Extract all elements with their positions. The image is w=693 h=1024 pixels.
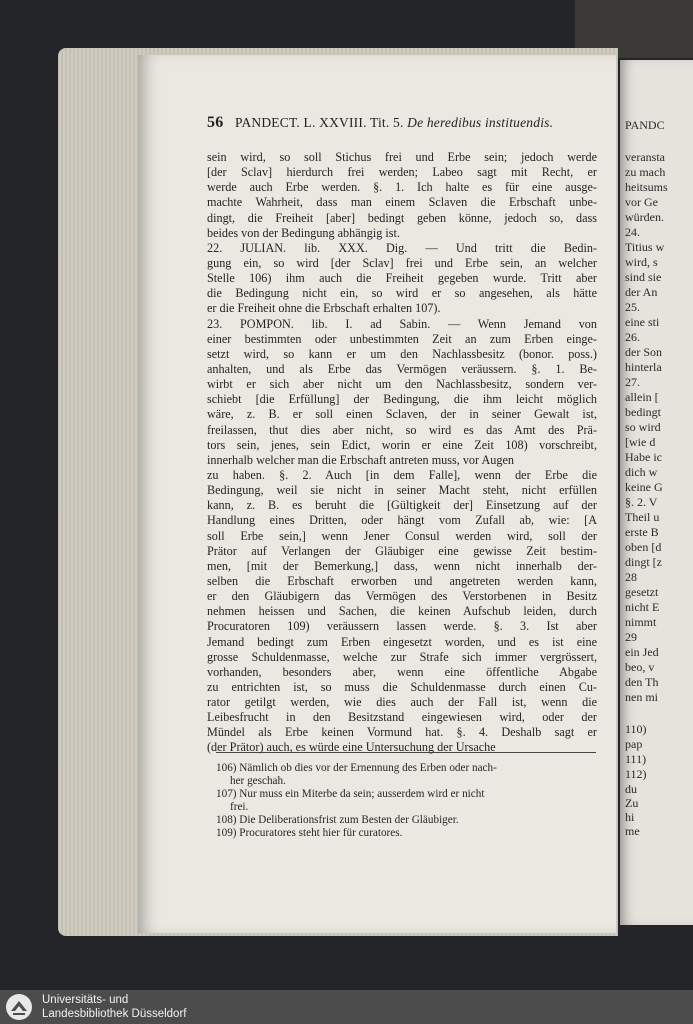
text-line: machte Wahrheit, dass man einem Sclaven die Erbschaft unbe- xyxy=(207,195,597,210)
right-page-fragment: der Son xyxy=(625,345,662,359)
right-page-fragment: Theil u xyxy=(625,510,660,524)
right-page xyxy=(620,60,693,925)
footnote-line: 106) Nämlich ob dies vor der Ernennung des Erben oder nach- xyxy=(216,762,497,774)
right-page-fragment: 112) xyxy=(625,767,647,781)
library-name-line2: Landesbibliothek Düsseldorf xyxy=(42,1008,187,1020)
running-title: PANDECT. L. XXVIII. Tit. 5. xyxy=(234,115,404,130)
right-page-fragment: PANDC xyxy=(625,118,665,132)
text-line: 22. JULIAN. lib. XXX. Dig. — Und tritt die Bedin- xyxy=(207,240,597,255)
footnote-line: 107) Nur muss ein Miterbe da sein; ausserdem wird er nicht xyxy=(216,788,485,800)
right-page-fragment: würden. xyxy=(625,210,664,224)
footnote-line: frei. xyxy=(230,801,249,813)
text-line: beides von der Bedingung abhängig ist. xyxy=(207,225,400,240)
right-page-fragment: oben [d xyxy=(625,540,662,554)
right-page-fragment: me xyxy=(625,824,640,838)
right-page-fragment: nen mi xyxy=(625,690,658,704)
text-line: gung ein, so wird [der Sclav] frei und Erbe sein, an welcher xyxy=(207,255,597,270)
right-page-fragment: 28 xyxy=(625,570,637,584)
right-page-fragment: sind sie xyxy=(625,270,662,284)
footnote-line: her geschah. xyxy=(230,775,286,787)
text-line: die Bedingung nicht ein, so wird er so angesehen, als hätte xyxy=(207,286,597,301)
text-line: werde auch Erbe werden. §. 1. Ich halte es für eine ausge- xyxy=(207,180,597,195)
right-page-fragment: 24. xyxy=(625,225,640,239)
library-name[interactable] xyxy=(42,993,186,1021)
body-text xyxy=(207,150,597,756)
text-line: setzt wird, so kann er um den Nachlassbesitz (bonor. poss.) xyxy=(207,346,597,361)
text-line: Handlung eines Dritten, oder hängt vom Zufall ab, wie: [A xyxy=(207,513,597,528)
right-page-fragment: Zu xyxy=(625,796,639,810)
right-page-fragment: den Th xyxy=(625,675,659,689)
text-line: Leibesfrucht in den Besitzstand eingewiesen wird, oder der xyxy=(207,710,597,725)
right-page-fragment: pap xyxy=(625,737,643,751)
text-line: tors sein, jenes, sein Edict, worin er eine Zeit 108) vorschreibt, xyxy=(207,437,597,452)
text-line: rator getilgt werden, wie dies auch der Fall ist, wenn die xyxy=(207,695,597,710)
text-line: dingt, die Freiheit [aber] bedingt geben könne, jedoch so, dass xyxy=(207,210,597,225)
right-page-fragment: der An xyxy=(625,285,658,299)
right-page-fragment: keine G xyxy=(625,480,663,494)
right-page-fragment: 25. xyxy=(625,300,640,314)
footnote-line: 109) Procuratores steht hier für curatores. xyxy=(216,827,403,839)
right-page-fragment: gesetzt xyxy=(625,585,659,599)
text-line: einer bestimmten oder unbestimmten Zeit an zum Erben einge- xyxy=(207,331,597,346)
right-page-fragment: Habe ic xyxy=(625,450,662,464)
text-line: men, [mit der Bemerkung,] dass, wenn nicht innerhalb der- xyxy=(207,558,597,573)
footnote-rule xyxy=(216,752,596,753)
text-line: (der Prätor) auch, es würde eine Untersuchung der Ursache xyxy=(207,740,496,755)
right-page-fragment: 29 xyxy=(625,630,637,644)
page-number: 56 xyxy=(207,114,224,131)
text-line: zu haben. §. 2. Auch [in dem Falle], wenn der Erbe die xyxy=(207,467,597,482)
right-page-fragment: allein [ xyxy=(625,390,659,404)
text-line: vorhanden, besonders aber, wenn eine öffentliche Abgabe xyxy=(207,664,597,679)
running-title-italic: De heredibus instituendis. xyxy=(407,115,554,130)
text-line: er den Gläubigern das Vermögen des Verstorbenen in Besitz xyxy=(207,589,597,604)
right-page-fragment: Titius w xyxy=(625,240,665,254)
text-line: soll Erbe sein,] wenn Jener Consul werden wird, soll der xyxy=(207,528,597,543)
text-line: Jemand bedingt zum Erben eingesetzt worden, und es ist eine xyxy=(207,634,597,649)
text-line: Mündel als Erbe keinen Vormund hat. §. 4. Deshalb sagt er xyxy=(207,725,597,740)
text-line: selben die Erbschaft erworben und angetreten werden kann, xyxy=(207,573,597,588)
right-page-fragment: bedingt xyxy=(625,405,661,419)
text-line: er die Freiheit ohne die Erbschaft erhalten 107). xyxy=(207,301,441,316)
right-page-fragment: [wie d xyxy=(625,435,656,449)
text-line: nehmen heissen und Sachen, die keinen Aufschub leiden, durch xyxy=(207,604,597,619)
text-line: wirbt er sich aber nicht um den Nachlassbesitz, sondern ver- xyxy=(207,377,597,392)
right-page-fragment: nimmt xyxy=(625,615,657,629)
right-page-fragment: hi xyxy=(625,810,635,824)
footnote-line: 108) Die Deliberationsfrist zum Besten der Gläubiger. xyxy=(216,814,459,826)
text-line: schiebt [die Erfüllung] der Bedingung, die ihm leicht möglich xyxy=(207,392,597,407)
right-page-fragment: beo, v xyxy=(625,660,655,674)
right-page-fragment: 27. xyxy=(625,375,640,389)
text-line: zu entrichten ist, so muss die Schuldenmasse durch einen Cu- xyxy=(207,679,597,694)
library-footer xyxy=(0,990,693,1024)
text-line: Stelle 106) ihm auch die Freiheit gegeben wurde. Tritt aber xyxy=(207,271,597,286)
right-page-fragment: vor Ge xyxy=(625,195,658,209)
text-line: Bedingung, weil sie nicht in seiner Macht steht, nicht erfüllen xyxy=(207,483,597,498)
right-page-fragment: du xyxy=(625,782,637,796)
right-page-fragment: 111) xyxy=(625,752,647,766)
right-page-fragment: nicht E xyxy=(625,600,660,614)
right-page-fragment: veransta xyxy=(625,150,665,164)
text-line: wäre, z. B. er soll einen Sclaven, der in seiner Gewalt ist, xyxy=(207,407,597,422)
text-line: grosse Schuldenmasse, welche zur Strafe sich immer vergrössert, xyxy=(207,649,597,664)
right-page-fragment: so wird xyxy=(625,420,661,434)
right-page-fragment: erste B xyxy=(625,525,659,539)
text-line: 23. POMPON. lib. I. ad Sabin. — Wenn Jemand von xyxy=(207,316,597,331)
right-page-fragment: hinterla xyxy=(625,360,662,374)
library-logo-icon xyxy=(5,993,33,1021)
right-page-fragment: eine sti xyxy=(625,315,660,329)
footnotes xyxy=(216,762,596,840)
library-name-line1: Universitäts- und xyxy=(42,994,129,1006)
text-line: Procuratoren 109) veräussern lassen werde. §. 3. Ist aber xyxy=(207,619,597,634)
text-line: kann, z. B. es beruht die [Gültigkeit der] Einsetzung auf der xyxy=(207,498,597,513)
text-line: anhalten, und als Erbe das Vermögen veräussern. §. 1. Be- xyxy=(207,361,597,376)
page-header xyxy=(207,114,587,132)
right-page-fragment: zu mach xyxy=(625,165,666,179)
text-line: freilassen, thut dies aber nicht, so wird es das Amt des Prä- xyxy=(207,422,597,437)
right-page-fragment: heitsums xyxy=(625,180,668,194)
right-page-fragment: dingt [z xyxy=(625,555,662,569)
text-line: [der Sclav] hierdurch frei werden; Labeo sagt mit Recht, er xyxy=(207,165,597,180)
text-line: innerhalb welcher man die Erbschaft antreten muss, vor Augen xyxy=(207,452,514,467)
right-page-fragment: 26. xyxy=(625,330,640,344)
right-page-fragment: ein Jed xyxy=(625,645,659,659)
right-page-fragment: wird, s xyxy=(625,255,658,269)
text-line: sein wird, so soll Stichus frei und Erbe sein; jedoch werde xyxy=(207,150,597,164)
right-page-fragment: 110) xyxy=(625,722,647,736)
right-page-fragment: §. 2. V xyxy=(625,495,658,509)
text-line: Prätor auf Verlangen der Gläubiger eine gewisse Zeit bestim- xyxy=(207,543,597,558)
right-page-fragment: dich w xyxy=(625,465,658,479)
